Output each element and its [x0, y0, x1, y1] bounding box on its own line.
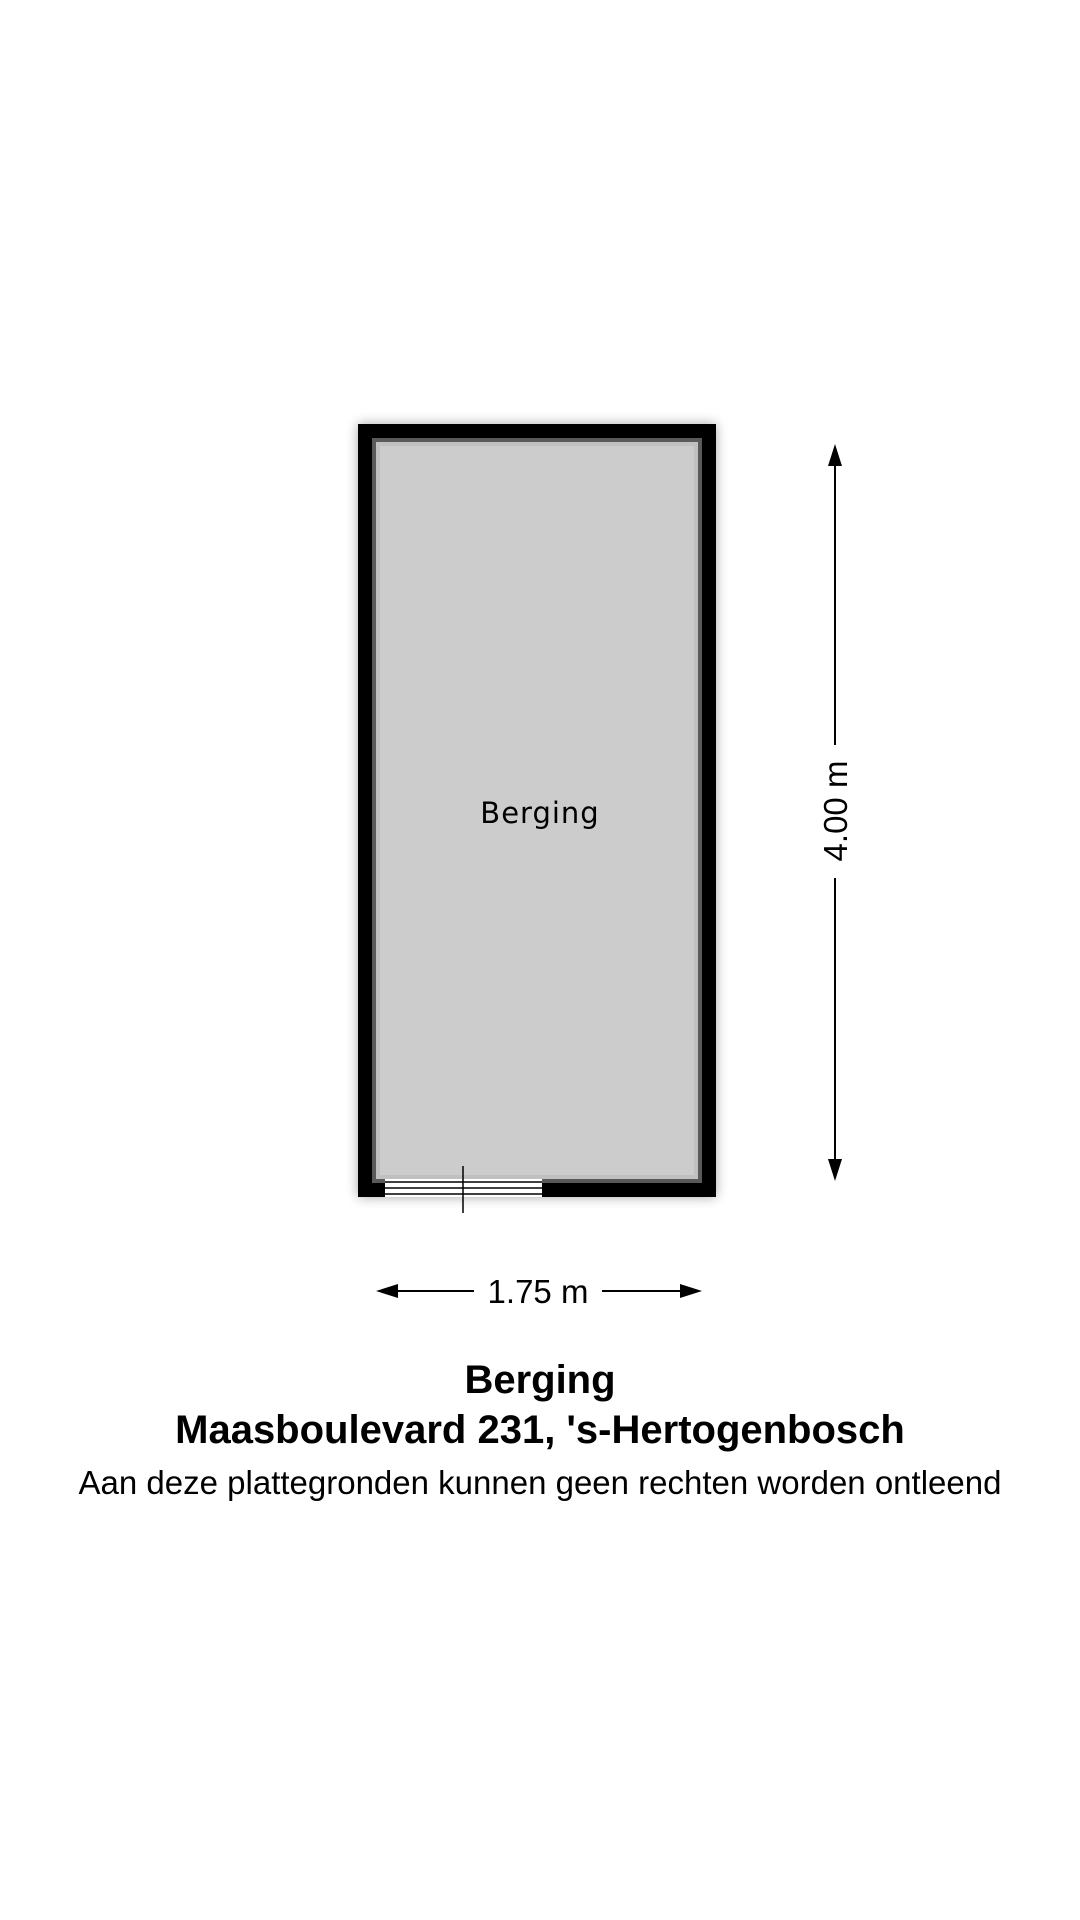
- caption-title: Berging: [464, 1358, 616, 1402]
- height-dimension: [817, 444, 854, 1181]
- caption-disclaimer: Aan deze plattegronden kunnen geen rechten worden ontleend: [78, 1464, 1002, 1501]
- arrow-right-icon: [680, 1284, 702, 1298]
- width-dimension: [376, 1273, 702, 1310]
- height-dimension-label: 4.00 m: [817, 760, 854, 862]
- arrow-left-icon: [376, 1284, 398, 1298]
- arrow-up-icon: [828, 444, 842, 466]
- width-dimension-label: 1.75 m: [487, 1273, 589, 1310]
- room-label: Berging: [480, 796, 600, 830]
- caption-address: Maasboulevard 231, 's-Hertogenbosch: [175, 1408, 905, 1452]
- arrow-down-icon: [828, 1159, 842, 1181]
